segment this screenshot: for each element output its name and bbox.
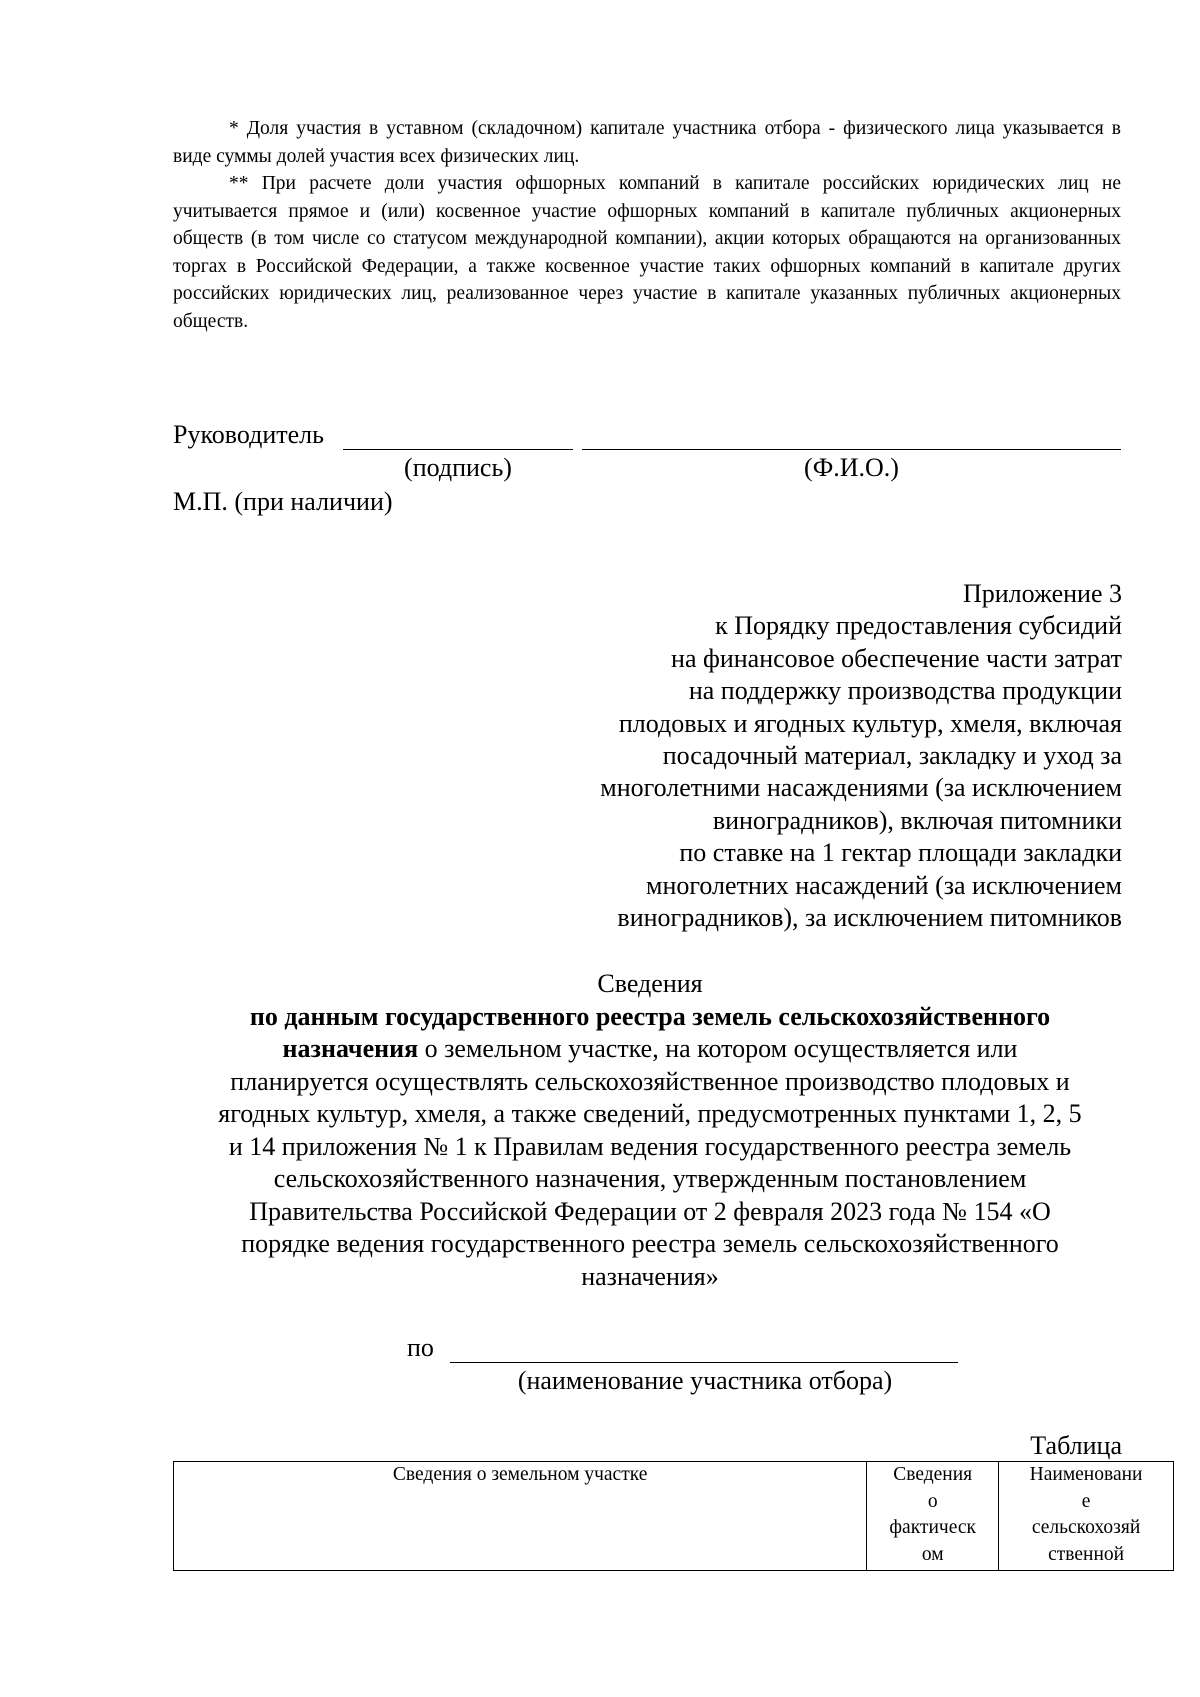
appendix-line: виноградников), включая питомники <box>712 805 1122 835</box>
appendix-line: к Порядку предоставления субсидий <box>715 611 1122 641</box>
footnote-2: ** При расчете доли участия офшорных компаний в капитале российских юридических лиц не учитывается прямое и (или) косвенное участие офшорных компаний в капитале публичных акционерных обществ (в том числе со статусом международной компании), акции которых обращаются на организованных торгах в Российской Федерации, а также косвенное участие таких офшорных компаний в капитале других российских юридических лиц, реализованное через участие в капитале указанных публичных акционерных обществ. <box>173 173 1121 332</box>
table-header-land-plot: Сведения о земельном участке <box>174 1462 867 1571</box>
land-info-table <box>173 1461 1174 1571</box>
title-line: планируется осуществлять сельскохозяйственное производство плодовых и <box>230 1066 1070 1096</box>
title-bold-line: по данным государственного реестра земель сельскохозяйственного <box>249 1001 1051 1031</box>
signature-caption: (подпись) <box>404 453 512 482</box>
participant-line <box>450 1362 958 1363</box>
appendix-line: Приложение 3 <box>962 579 1122 608</box>
title-line: назначения» <box>581 1261 719 1291</box>
appendix-line: многолетних насаждений (за исключением <box>646 870 1122 900</box>
table-header-actual: Сведения о фактическ ом <box>867 1462 999 1571</box>
title-line: сельскохозяйственного назначения, утвержденным постановлением <box>273 1164 1027 1193</box>
appendix-line: по ставке на 1 гектар площади закладки <box>679 838 1122 868</box>
appendix-line: на поддержку производства продукции <box>688 676 1122 706</box>
title-line: Правительства Российской Федерации от 2 февраля 2023 года № 154 «О <box>249 1196 1051 1226</box>
appendix-line: на финансовое обеспечение части затрат <box>671 643 1122 673</box>
name-caption: (Ф.И.О.) <box>804 453 899 482</box>
appendix-header <box>482 578 1122 934</box>
title-line-rest: о земельном участке, на котором осуществляется или <box>418 1034 1018 1063</box>
table-label: Таблица <box>1030 1431 1122 1460</box>
table-header-name: Наименовани е сельскохозяй ственной <box>999 1462 1174 1571</box>
title-line: и 14 приложения № 1 к Правилам ведения государственного реестра земель <box>228 1131 1072 1161</box>
footnote-1: * Доля участия в уставном (складочном) капитале участника отбора - физического лица указывается в виде суммы долей участия всех физических лиц. <box>173 118 1121 167</box>
stamp-label: М.П. (при наличии) <box>173 487 393 516</box>
appendix-line: посадочный материал, закладку и уход за <box>662 741 1122 771</box>
document-title <box>160 968 1140 1293</box>
participant-caption: (наименование участника отбора) <box>517 1366 893 1395</box>
appendix-line: виноградников), за исключением питомников <box>617 903 1122 933</box>
title-heading: Сведения <box>597 969 703 998</box>
name-line <box>582 449 1121 450</box>
title-line: порядке ведения государственного реестра земель сельскохозяйственного <box>241 1229 1059 1258</box>
table-row <box>174 1462 1174 1571</box>
signature-line <box>343 449 573 450</box>
title-bold-word: назначения <box>282 1034 419 1063</box>
participant-prefix: по <box>407 1333 434 1362</box>
head-label: Руководитель <box>173 420 324 449</box>
title-line: ягодных культур, хмеля, а также сведений, предусмотренных пунктами 1, 2, 5 <box>218 1099 1082 1128</box>
appendix-line: плодовых и ягодных культур, хмеля, включая <box>618 708 1122 738</box>
appendix-line: многолетними насаждениями (за исключением <box>600 773 1122 803</box>
